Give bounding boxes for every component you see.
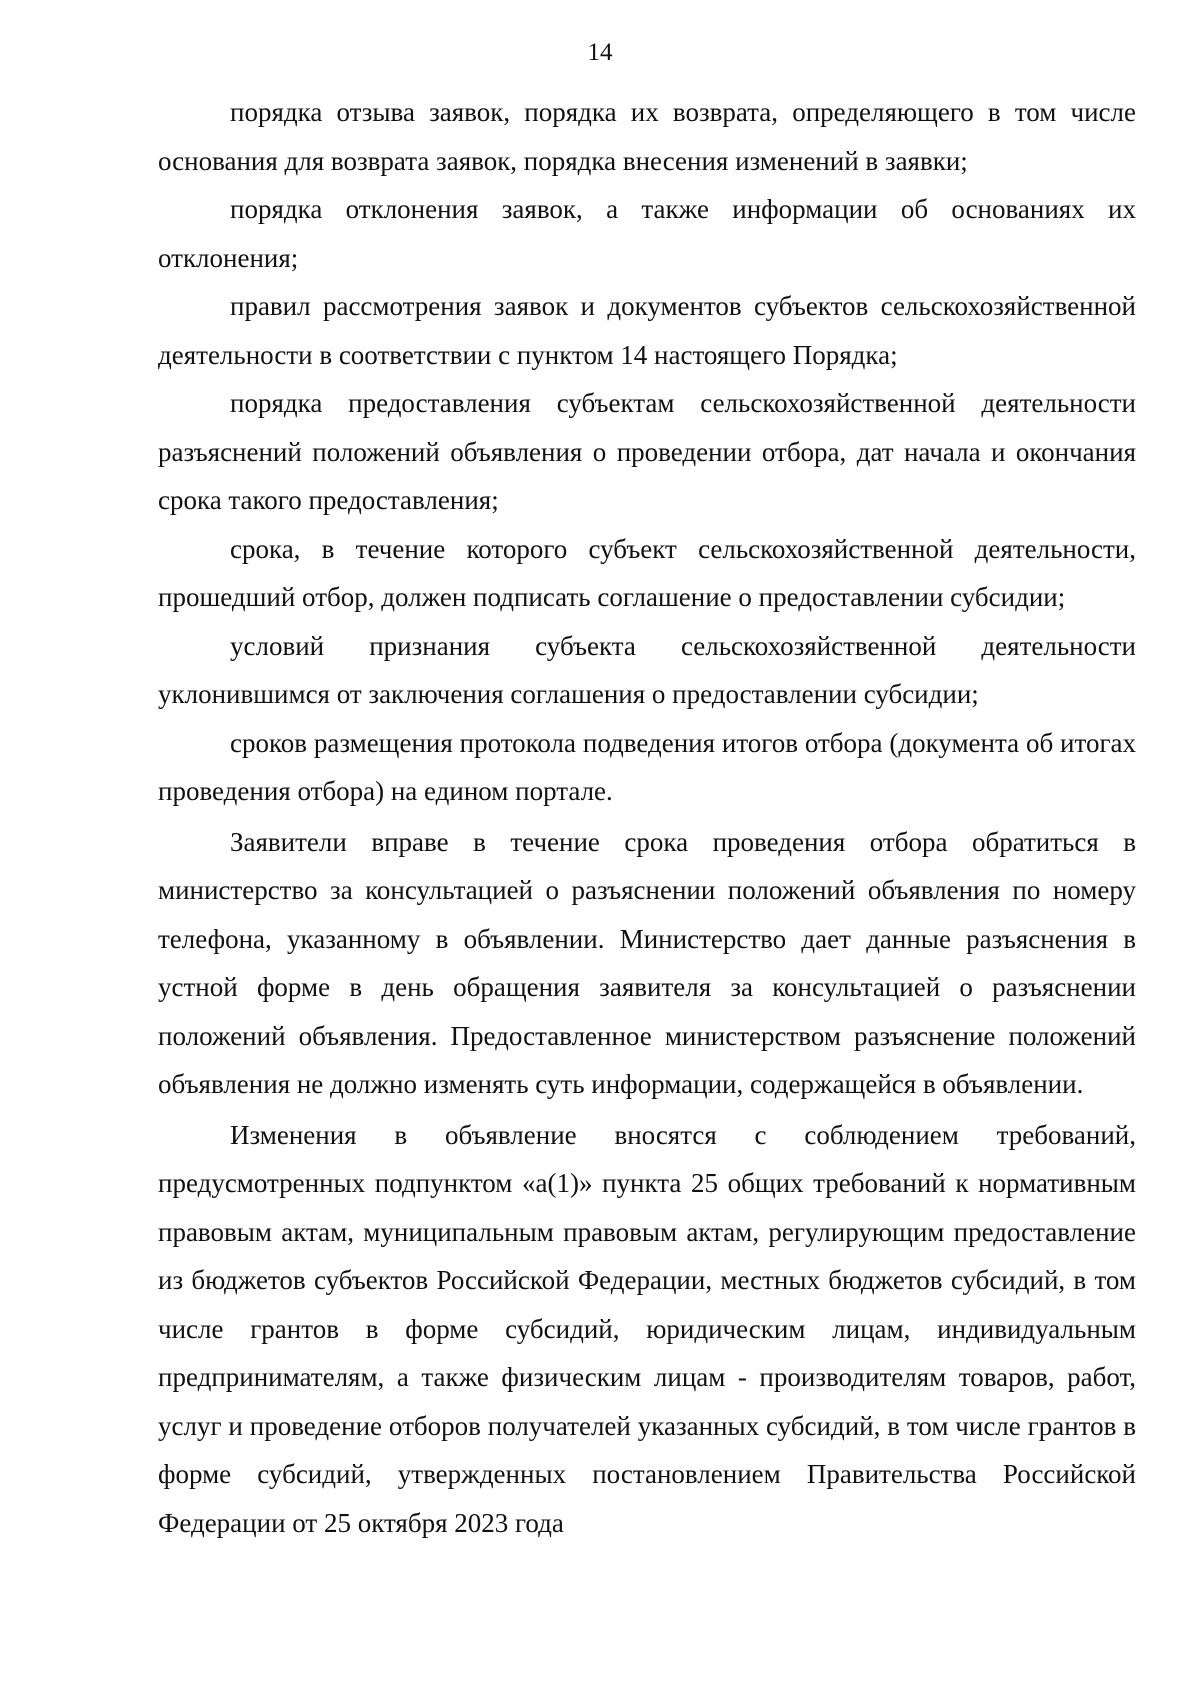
paragraph: Заявители вправе в течение срока проведения отбора обратиться в министерство за консультацией о разъяснении положений объявления по номеру телефона, указанному в объявлении. Министерство дает данные разъяснения в устной форме в день обращения заявителя за консультацией о разъяснении положений объявления. Предоставленное министерством разъяснение положений объявления не должно изменять суть информации, содержащейся в объявлении. [158, 826, 1136, 1099]
page-number: 14 [587, 39, 613, 66]
paragraph: срока, в течение которого субъект сельскохозяйственной деятельности, прошедший отбор, должен подписать соглашение о предоставлении субсидии; [158, 533, 1136, 612]
paragraph: порядка предоставления субъектам сельскохозяйственной деятельности разъяснений положений объявления о проведении отбора, дат начала и окончания срока такого предоставления; [158, 388, 1136, 515]
paragraph: Изменения в объявление вносятся с соблюдением требований, предусмотренных подпунктом «а(1)» пункта 25 общих требований к нормативным правовым актам, муниципальным правовым актам, регулирующим предоставление из бюджетов субъектов Российской Федерации, местных бюджетов субсидий, в том числе грантов в форме субсидий, юридическим лицам, индивидуальным предпринимателям, а также физическим лицам - производителям товаров, работ, услуг и проведение отборов получателей указанных субсидий, в том числе грантов в форме субсидий, утвержденных постановлением Правительства Российской Федерации от 25 октября 2023 года [158, 1119, 1136, 1538]
paragraph: условий признания субъекта сельскохозяйственной деятельности уклонившимся от заключения соглашения о предоставлении субсидии; [158, 630, 1136, 709]
document-body [158, 88, 1136, 1547]
paragraph: порядка отклонения заявок, а также информации об основаниях их отклонения; [158, 194, 1136, 273]
paragraph: правил рассмотрения заявок и документов субъектов сельскохозяйственной деятельности в соответствии с пунктом 14 настоящего Порядка; [158, 291, 1136, 370]
paragraph: порядка отзыва заявок, порядка их возврата, определяющего в том числе основания для возврата заявок, порядка внесения изменений в заявки; [158, 97, 1136, 176]
paragraph: сроков размещения протокола подведения итогов отбора (документа об итогах проведения отбора) на едином портале. [158, 727, 1136, 806]
